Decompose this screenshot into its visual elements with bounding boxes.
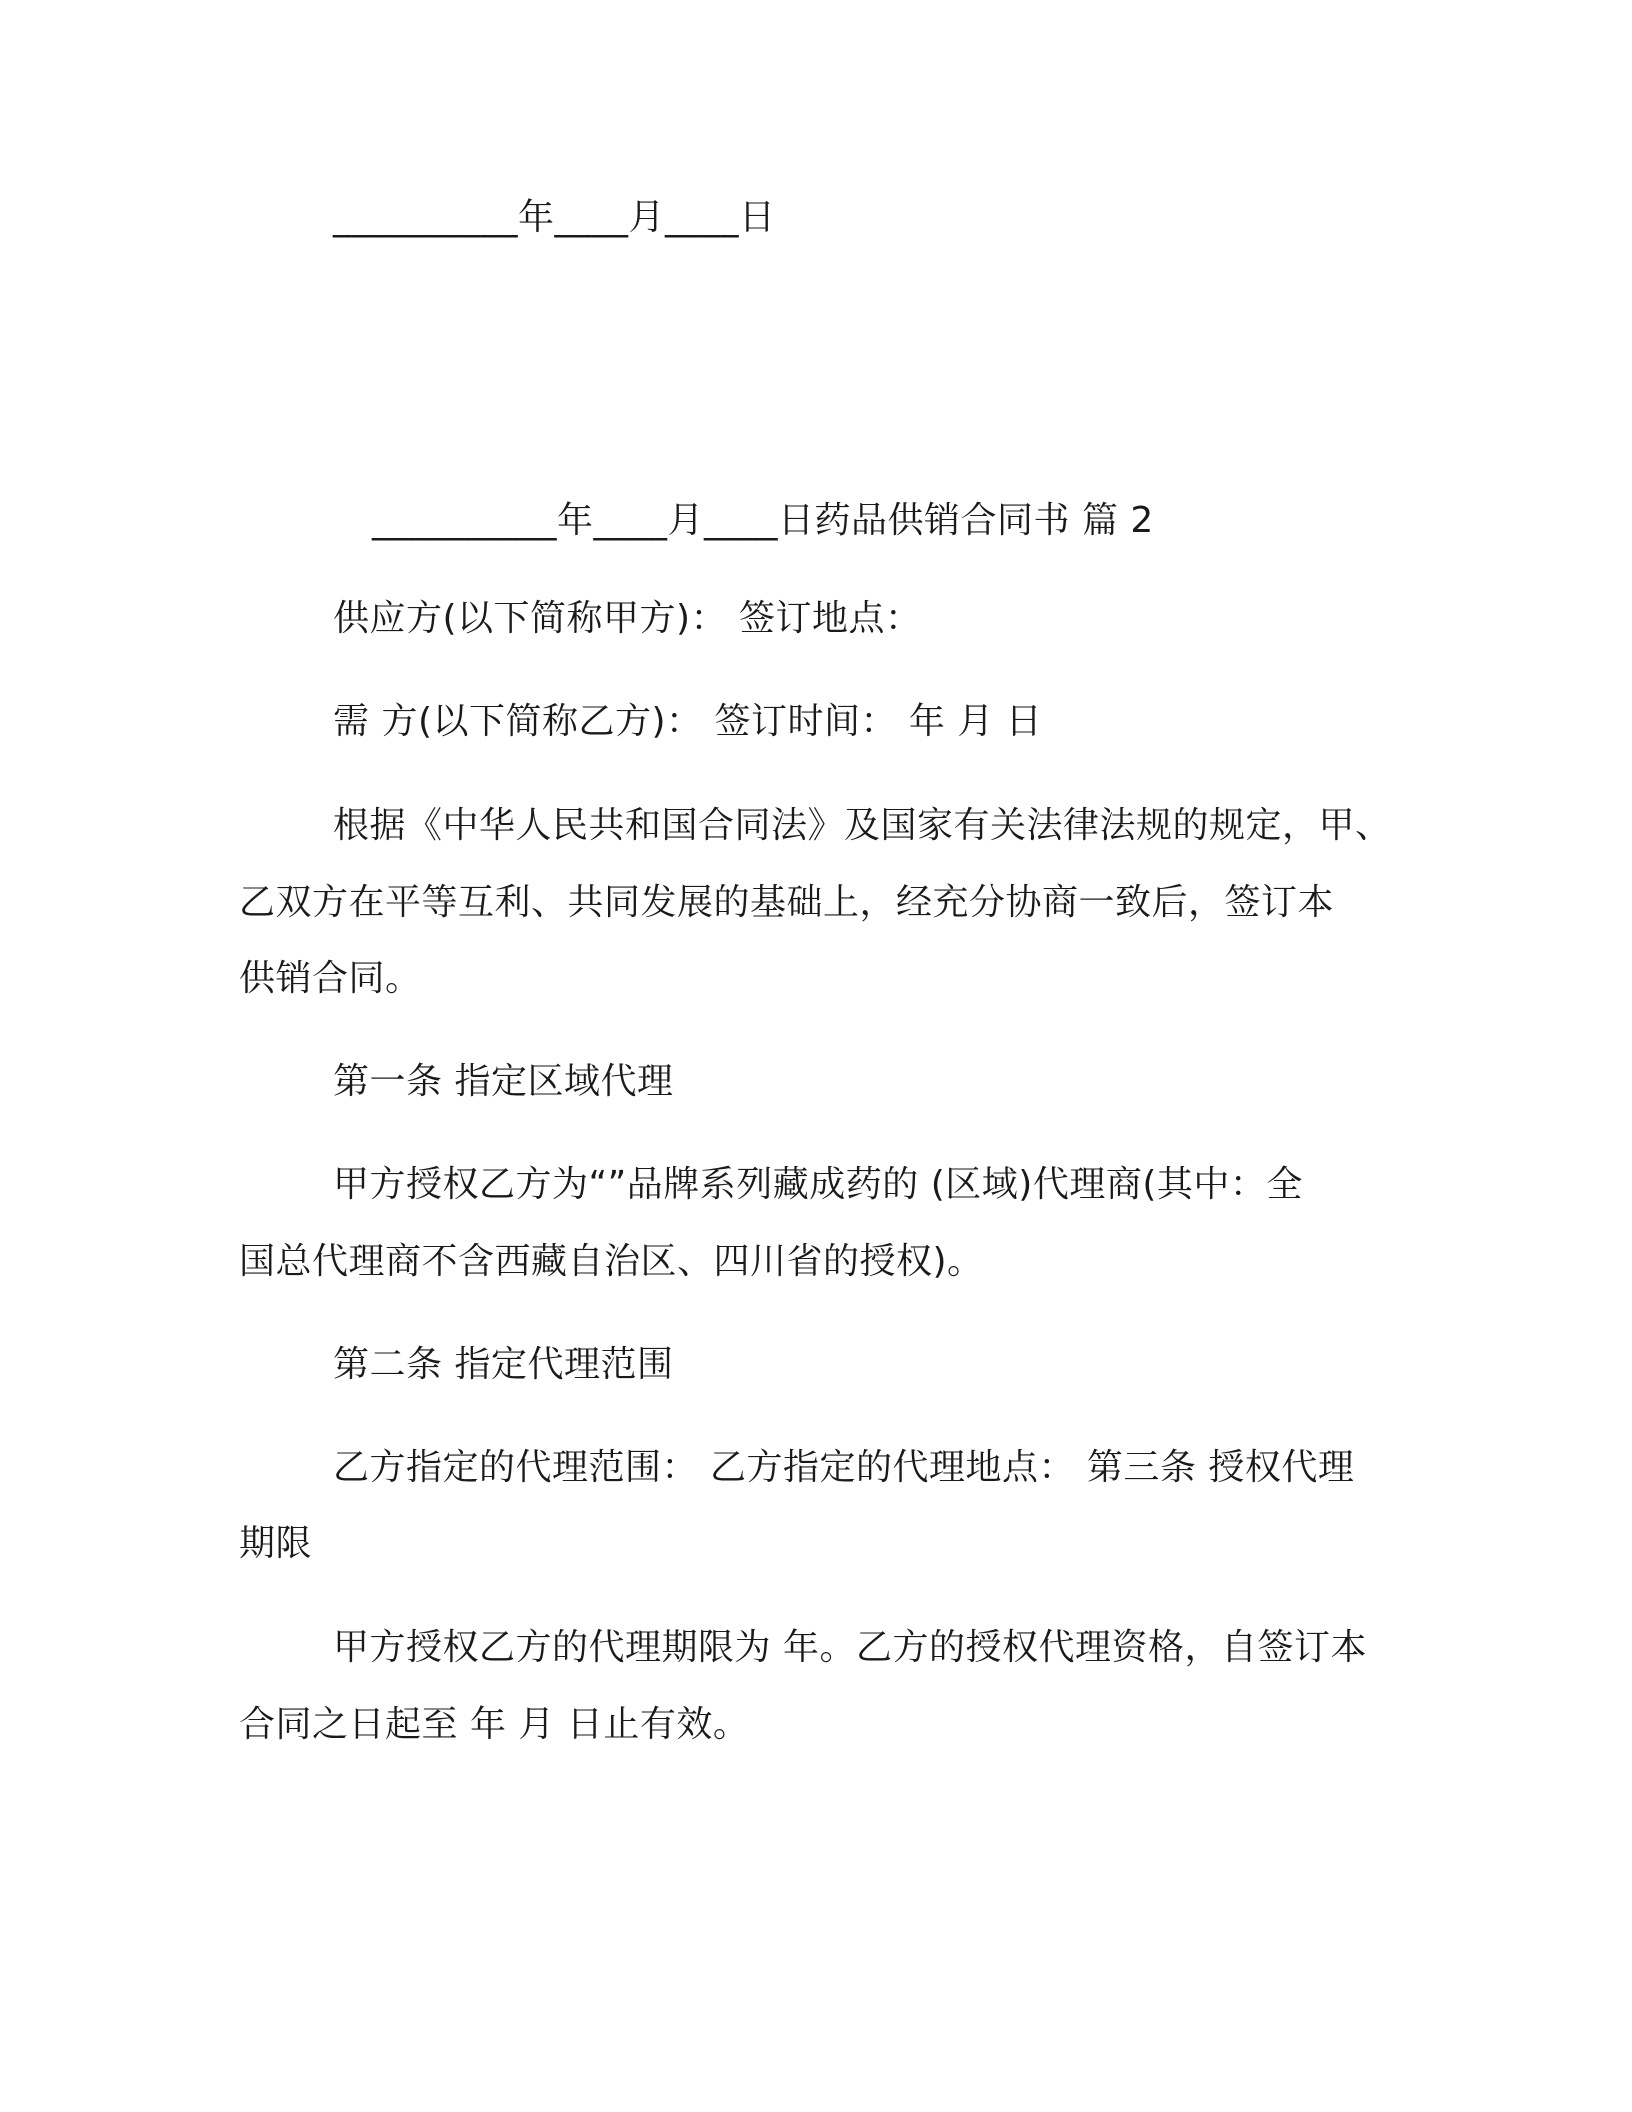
article-2-line-1: 乙方指定的代理范围： 乙方指定的代理地点： 第三条 授权代理 (333, 1447, 1355, 1488)
article-3-line-2: 合同之日起至 年 月 日止有效。 (239, 1704, 750, 1745)
preamble-line-2: 乙双方在平等互利、共同发展的基础上，经充分协商一致后，签订本 (239, 882, 1335, 923)
article-1-line-2: 国总代理商不含西藏自治区、四川省的授权)。 (239, 1241, 984, 1282)
article-2-line-2: 期限 (239, 1523, 313, 1564)
supplier-line: 供应方(以下简称甲方)： 签订地点： (333, 598, 922, 639)
article-3-line-1: 甲方授权乙方的代理期限为 年。乙方的授权代理资格，自签订本 (333, 1627, 1367, 1668)
date-line: __________年____月____日 (333, 197, 776, 238)
buyer-line: 需 方(以下简称乙方)： 签订时间： 年 月 日 (333, 701, 1043, 742)
article-2-heading: 第二条 指定代理范围 (333, 1344, 674, 1385)
preamble-line-1: 根据《中华人民共和国合同法》及国家有关法律法规的规定，甲、 (333, 805, 1392, 846)
article-1-heading: 第一条 指定区域代理 (333, 1061, 674, 1102)
preamble-line-3: 供销合同。 (239, 958, 422, 999)
contract-title: __________年____月____日药品供销合同书 篇 2 (372, 500, 1154, 541)
article-1-line-1: 甲方授权乙方为“”品牌系列藏成药的 (区域)代理商(其中：全 (333, 1164, 1303, 1205)
